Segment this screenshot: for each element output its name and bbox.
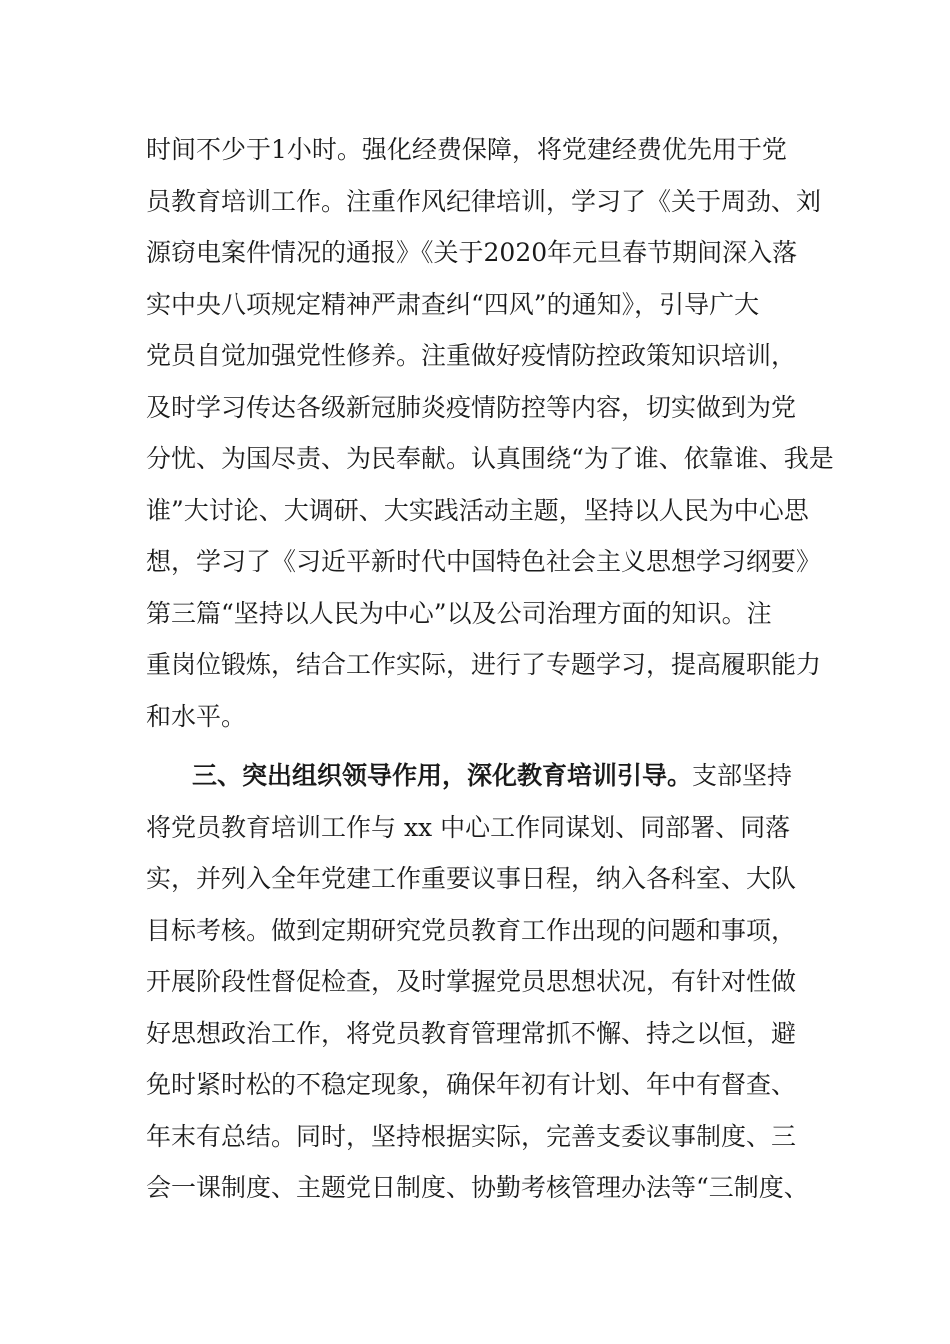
text-line: 第三篇“坚持以人民为中心”以及公司治理方面的知识。注 [146,598,772,628]
text-line: 将党员教育培训工作与 xx 中心工作同谋划、同部署、同落 [146,812,791,842]
text-line: 员教育培训工作。注重作风纪律培训，学习了《关于周劲、刘 [146,186,822,216]
text-line: 开展阶段性督促检查，及时掌握党员思想状况，有针对性做 [146,967,797,996]
text-line: 实中央八项规定精神严肃查纠“四风”的通知》，引导广大 [146,289,760,319]
text-line: 源窃电案件情况的通报》《关于2020年元旦春节期间深入落 [146,238,798,267]
document-body [146,124,834,1214]
text-line: 会一课制度、主题党日制度、协勤考核管理办法等“三制度、 [146,1173,809,1202]
paragraph-gap [146,742,816,750]
text-line: 重岗位锻炼，结合工作实际，进行了专题学习，提高履职能力 [146,650,822,679]
text-line: 想，学习了《习近平新时代中国特色社会主义思想学习纲要》 [146,547,822,576]
text-line: 分忧、为国尽责、为民奉献。认真围绕“为了谁、依靠谁、我是 [146,444,834,473]
paragraph-training-content [146,124,834,742]
text-line: 年末有总结。同时，坚持根据实际，完善支委议事制度、三 [146,1121,797,1151]
text-line: 时间不少于1小时。强化经费保障，将党建经费优先用于党 [146,135,787,164]
text-line: 好思想政治工作，将党员教育管理常抓不懈、持之以恒，避 [146,1018,797,1048]
section-3-heading: 三、突出组织领导作用，深化教育培训引导。 [192,761,693,790]
text-line: 及时学习传达各级新冠肺炎疫情防控等内容，切实做到为党 [146,392,797,422]
text-line: 目标考核。做到定期研究党员教育工作出现的问题和事项， [146,915,797,945]
paragraph-section-3 [146,750,816,1214]
text-line: 党员自觉加强党性修养。注重做好疫情防控政策知识培训， [146,341,797,370]
section-3-first-line [146,750,816,802]
text-line: 实，并列入全年党建工作重要议事日程，纳入各科室、大队 [146,864,797,893]
text-line: 免时紧时松的不稳定现象，确保年初有计划、年中有督查、 [146,1070,797,1099]
text-line: 和水平。 [146,701,247,731]
text-line: 谁”大讨论、大调研、大实践活动主题，坚持以人民为中心思 [146,495,809,525]
section-3-first-line-text: 支部坚持 [692,761,793,790]
